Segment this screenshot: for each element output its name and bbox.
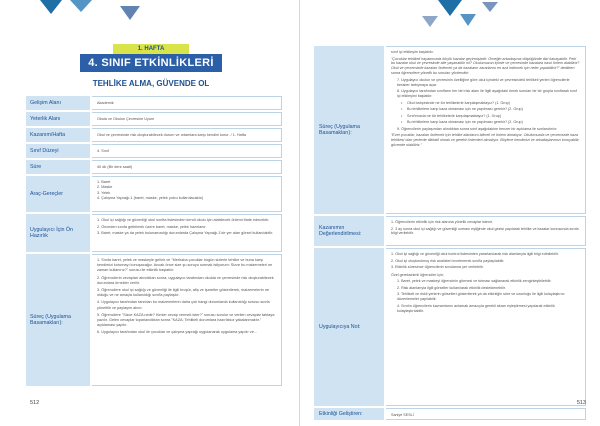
list-item: 2. Maske <box>97 185 113 190</box>
row-label: Kazanım/Hafta <box>26 128 90 142</box>
list-item: 5. Öğrencilere "Sizce KAZA nedir? Kimler cevap vermek ister?" sorusu sorulur ve verilen cevaplar tahtaya yazılır. Gelen cevaplar toparlandıktan sonra "KAZA; Tehlikeli durumlara hazırlıksız yakalanmaktır." açıklaması yapılır. <box>97 312 275 328</box>
list-item: 3. Tehlikeli ve riskli yerlerin görselleri gösterilerek ya da etkinliğin süre ve uzunluğu ile ilgili kolaylaştırıcı düzenlemeler yapılabilir. <box>397 292 565 302</box>
row-label: Süreç (Uygulama Basamakları): <box>26 254 90 386</box>
row-label: Uygulayıcı İçin Ön Hazırlık <box>26 214 90 252</box>
table-row <box>26 160 282 174</box>
evaluation-content <box>386 216 586 246</box>
row-label: Süreç (Uygulama Basamakları): <box>314 46 384 214</box>
week-badge: 1. HAFTA <box>113 44 189 55</box>
table-row <box>26 128 282 142</box>
process-list <box>92 254 282 386</box>
table-row <box>26 144 282 158</box>
list-item: 3. Öğrencilere okul içi sağlığı ve güvenliği ile ilgili broşür, afiş ve işaretler gösterilerek, malzemelerin ne olduğu ve ne amaçla kullanıldığı sınıfla paylaşılır. <box>97 288 269 298</box>
row-label: Uygulayıcıya Not: <box>314 248 384 406</box>
right-page <box>300 0 600 426</box>
list-item: 3. Baret, maske ya da yelek bulunamadığı durumlarda Çalışma Yaprağı-1'de yer alan görsel kullanılabilir. <box>97 231 274 236</box>
row-label: Kazanımın Değerlendirilmesi: <box>314 216 384 246</box>
process-row <box>26 254 282 386</box>
row-label: Yeterlik Alanı <box>26 112 90 126</box>
row-value: 4. Sınıf <box>92 144 282 158</box>
developer-name: Saniye SESLİ <box>386 408 586 420</box>
page-title: 4. SINIF ETKİNLİKLERİ <box>80 54 222 72</box>
list-item: 4. Uygulayıcı tarafından tanıtılan bu malzemelerin daha çok hangi durumlarda kullanıldığı sorusu sınıfa yöneltilir ve paylaşım alınır. <box>97 300 270 310</box>
row-label: Araç-Gereçler <box>26 176 90 212</box>
row-label: Süre <box>26 160 90 174</box>
row-value: 40 dk (Bir ders saati) <box>92 160 282 174</box>
note-row <box>314 248 586 406</box>
paragraph: "Çocuklar tehlikeli hayatımızda küçük kazalar geçirmişizdir. Örneğin arkadaşınız düştüğünde dizi kanayabilir. Peki bu kazalar okul ve çevresinde bile yaşanabilir mi? Okulumuzun içinde ve çevresinde kazalara nasıl önlem alabiliriz? Okul ve çevremizde kazaları önlemek ya da kazaların zararlarını en aza indirmek için neler yapabiliriz?" dedikten sonra öğrencilere yönelik bu soruları yönlendirir. <box>391 56 580 76</box>
materials-list <box>92 176 282 212</box>
list-item: 1. Baret <box>97 180 111 184</box>
paragraph: Özel gereksinimli öğrenciler için; <box>391 272 444 277</box>
row-label: Gelişim Alanı <box>26 96 90 110</box>
list-item: 1. Baret, yelek ve maskeyi öğrencinin görmesi ve tutması sağlanarak etkinlik zenginleştirilebilir. <box>397 279 552 284</box>
process-continued-content <box>386 46 586 214</box>
page-number: 512 <box>30 400 40 406</box>
activity-title: TEHLİKE ALMA, GÜVENDE OL <box>92 79 210 88</box>
list-item: • Okul bahçesinde ne tür tehlikelerle karşılaşmaktayız? (1. Grup) <box>401 101 580 106</box>
list-item: 2. 3 ay sonra okul içi sağlığı ve güvenliği uzmanı eşliğinde okul gezisi yapılarak tehlike ve kazalar konusunda sınıfa bilgi verilebilir. <box>391 226 579 236</box>
list-item: 4. Sınıfın öğrencilerin kavramlarını anlamak amacıyla gerekli akran eşleştirmesi yapılarak etkinlik kolaylaştırılabilir. <box>397 303 555 313</box>
row-label: Etkinliği Geliştiren: <box>314 408 384 420</box>
list-item: • Bu tehlikelere karşı kaza olmaması için ne yapılması gerekir? (2. Grup) <box>401 107 580 112</box>
process-continued-row <box>314 46 586 214</box>
list-item: 1. Sınıfa baret, yelek ve maskeyle gelinir ve "Merhaba çocuklar bugün sizlerle tehlike ve buna karşı kendimizi korumayı konuşacağız. Ancak önce size şu soruyu sormak istiyorum: Sizce bu malzemeleri ne zaman kullanırız?" sorusu ile etkinlik başlatılır. <box>97 258 273 273</box>
list-item: 2. Okul içi oluşturulmuş risk analizleri incelenerek sınıfla paylaşılabilir. <box>391 258 505 263</box>
paragraph: "Evet çocuklar, kazaları önlemek için tehlike alanlarını bilmeli ve önlem almalıyız. Okulumuzda ve çevremizde kaza tehlikesi olan yerlerde dikkatli olmalı ve gerekli önlemleri almalıyız. Böylece kendimizi ve arkadaşlarımızı koruyabilir, güvende olabiliriz." <box>391 133 580 147</box>
list-item: 3. Etkinlik süresince öğrencilerin sorularına yer verilebilir. <box>391 265 484 269</box>
page-number: 513 <box>576 400 586 406</box>
preparation-list <box>92 214 282 252</box>
list-item: 2. Öğrencilerin cevapları alındıktan sonra, uygulayıcı tarafından okulda ve çevresinde risk oluşturabilecek durumlara örnekler verilir. <box>97 275 274 285</box>
decorative-triangles <box>300 0 600 40</box>
list-item: 9. Öğrencilerin paylaşımları alındıktan sonra sınıf aşağıdakine benzer bir açıklama ile sonlandırılır: <box>397 126 558 131</box>
developer-row <box>314 408 586 420</box>
list-item: 8. Uygulayıcı tarafından sınıfların her biri risk alanı ile ilgili aşağıdaki örnek soruları bir bir grupla sınıflarak sınıf içi etkileşimi başlatılır. <box>397 89 577 99</box>
list-item: 1. Öğrencilerin etkinlik için risk alanına yönelik cevaplar istenir. <box>391 220 493 224</box>
decorative-triangles <box>0 0 300 40</box>
note-content <box>386 248 586 406</box>
table-row <box>26 96 282 110</box>
list-item: 1. Okul içi sağlığı ve güvenliği okul sınıfta listesinden kendi okulu için alabilecek önlemi ifade edecektir. <box>97 218 270 222</box>
row-value: Akademik <box>92 96 282 110</box>
table-row <box>26 112 282 126</box>
list-item: 2. Risk alanlarıyla ilgili görseller kullanılarak etkinlik desteklenebilir. <box>397 285 506 290</box>
materials-row <box>26 176 282 212</box>
row-value: Okula ve Okulun Çevresine Uyum <box>92 112 282 126</box>
evaluation-row <box>314 216 586 246</box>
list-item: 4. Çalışma Yaprağı-1 (baret, maske, yelek yolcu kullanılacaktır) <box>97 196 204 201</box>
row-label: Sınıf Düzeyi <box>26 144 90 158</box>
list-item: • Bu tehlikelere karşı kaza olmaması için ne yapılması gerekir? (2. Grup) <box>401 120 580 125</box>
paragraph: sınıf içi etkileşim başlatılır. <box>391 50 434 54</box>
list-item: 2. Önceden sınıfa getirilmek üzere baret, maske, yelek hazırlanır. <box>97 224 207 229</box>
list-item: 7. Uygulayıcı okulun ve çevresinin özelliğine göre okul içindeki ve çevresindeki tehlikeli yerleri öğrencilerle beraber tartışmaya açar. <box>397 77 570 87</box>
row-value: Okul ve çevresinde risk oluşturabilecek durum ve ortamlara karşı kendini korur. / 1. Hafta <box>92 128 282 142</box>
preparation-row <box>26 214 282 252</box>
list-item: 1. Okul içi sağlığı ve güvenliği okul kontrol listesinden yararlanılarak risk alanlarıyla ilgili bilgi edinilebilir. <box>391 252 559 256</box>
list-item: • Sınıfımızda ne tür tehlikelerle karşılaşmaktayız? (1. Grup) <box>401 114 580 119</box>
list-item: 6. Uygulayıcı tarafından okul ile çocuklar ve çalışma yaprağı uygulanarak uygulama yapılır ve... <box>97 330 257 335</box>
list-item: 3. Yelek <box>97 190 111 195</box>
